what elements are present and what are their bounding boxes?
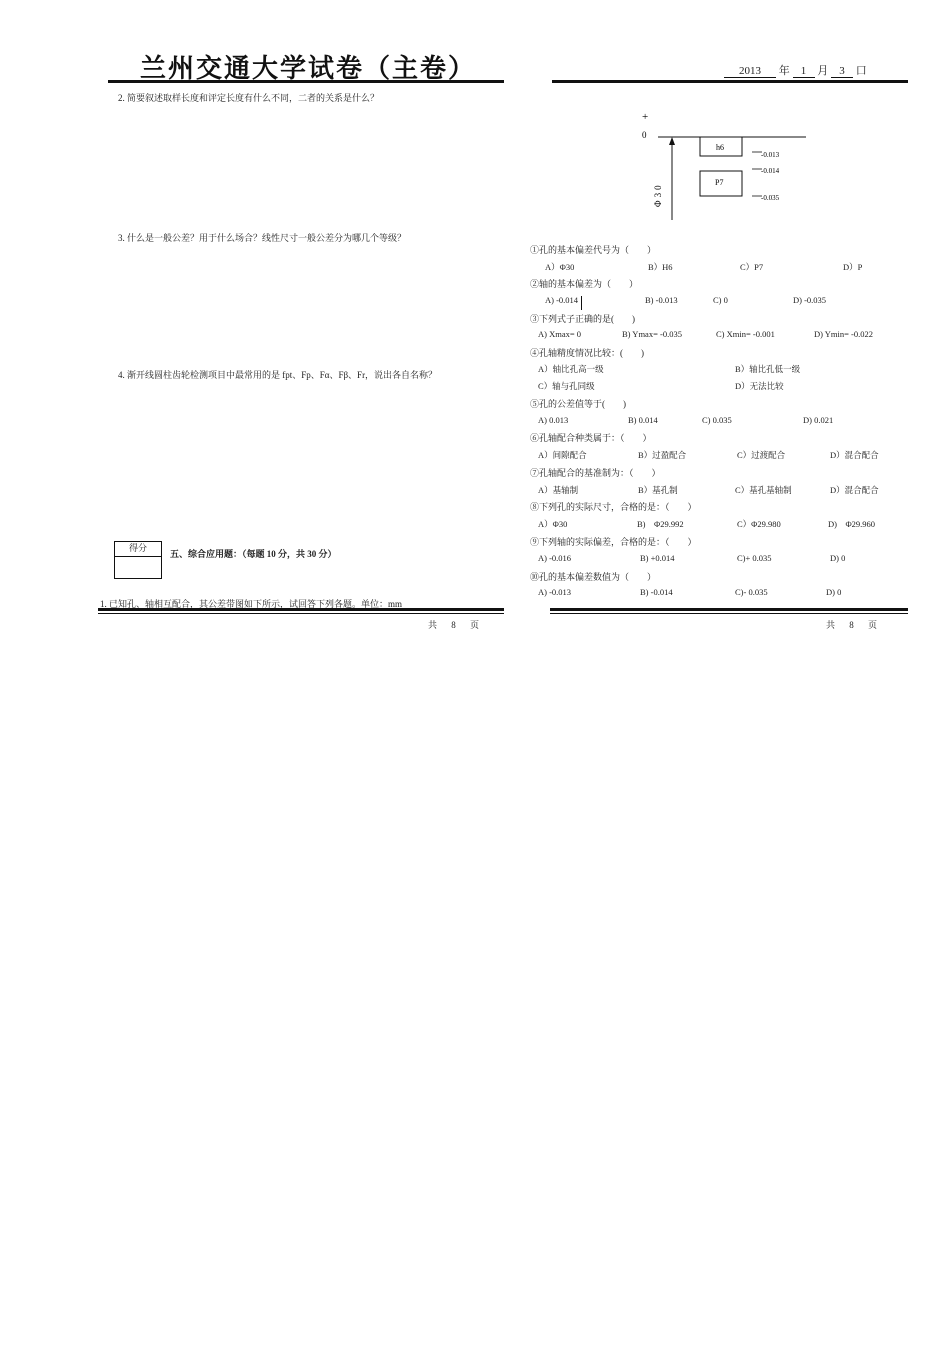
mc-question-8: ⑧下列孔的实际尺寸，合格的是：（ ）: [530, 502, 697, 512]
date-year: 2013: [724, 65, 776, 78]
mc-question-2: ②轴的基本偏差为（ ）: [530, 279, 639, 289]
mc-option: C) Xmin= -0.001: [716, 329, 775, 339]
mc-option: D）无法比较: [735, 381, 784, 391]
question-3: 3. 什么是一般公差？用于什么场合？线性尺寸一般公差分为哪几个等级？: [118, 233, 407, 243]
mc-question-4: ④孔轴精度情况比较：( ): [530, 348, 644, 358]
mc-option: D）混合配合: [830, 450, 879, 460]
mc-option: C)- 0.035: [735, 587, 768, 597]
mc-option: A）轴比孔高一级: [538, 364, 604, 374]
mc-option: B）H6: [648, 262, 673, 272]
mc-option: C）轴与孔同级: [538, 381, 595, 391]
size-arrow-head: [669, 137, 675, 145]
header-rule-left: [108, 80, 504, 83]
mc-option: C)+ 0.035: [737, 553, 772, 563]
mc-option: B）轴比孔低一级: [735, 364, 801, 374]
mc-option: A）间隙配合: [538, 450, 587, 460]
mc-option: C）基孔基轴制: [735, 485, 792, 495]
tolerance-zone-diagram: [630, 105, 820, 230]
mc-question-5: ⑤孔的公差值等于( ): [530, 399, 626, 409]
question-2: 2. 简要叙述取样长度和评定长度有什么不同，二者的关系是什么？: [118, 93, 380, 103]
mc-option: D）P: [843, 262, 863, 272]
date-day: 3: [831, 65, 853, 78]
page-count-right: 共 8 页: [826, 620, 884, 630]
score-label: 得分: [115, 542, 161, 557]
mc-question-3: ③下列式子正确的是( ): [530, 314, 635, 324]
mc-option: B）过盈配合: [638, 450, 687, 460]
page-count-left: 共 8 页: [428, 620, 486, 630]
mc-option: A) 0.013: [538, 415, 569, 425]
mc-option: B) -0.014: [640, 587, 673, 597]
mc-option: C）Φ29.980: [737, 519, 781, 529]
diagram-zero-label: 0: [642, 130, 647, 140]
date-month: 1: [793, 65, 815, 78]
diagram-plus-sign: +: [642, 111, 649, 123]
footer-rule-right: [550, 608, 908, 611]
footer-rule-left: [98, 608, 504, 611]
mc-option: B) Ymax= -0.035: [622, 329, 682, 339]
mc-option: A）Φ30: [545, 262, 575, 272]
mc-option: D) Ymin= -0.022: [814, 329, 874, 339]
mc-option: B) Φ29.992: [637, 519, 684, 529]
mc-option: A) -0.016: [538, 553, 572, 563]
mc-option: D) 0: [826, 587, 842, 597]
text-cursor-mark: [581, 296, 582, 310]
exam-title: 兰州交通大学试卷（主卷）: [140, 54, 477, 84]
mc-question-10: ⑩孔的基本偏差数值为（ ）: [530, 572, 657, 582]
header-rule-right: [552, 80, 908, 83]
mc-question-9: ⑨下列轴的实际偏差，合格的是：（ ）: [530, 537, 697, 547]
exam-date: [724, 62, 867, 78]
mc-option: B) 0.014: [628, 415, 658, 425]
mc-option: B) +0.014: [640, 553, 675, 563]
date-year-unit: 年: [778, 65, 790, 77]
mc-option: D）混合配合: [830, 485, 879, 495]
shaft-zone-label: h6: [716, 143, 724, 152]
mc-option: A) -0.014: [545, 295, 579, 305]
footer-rule-left-thin: [98, 613, 504, 614]
mc-option: D) 0.021: [803, 415, 834, 425]
score-box: [114, 541, 162, 579]
footer-rule-right-thin: [550, 613, 908, 614]
date-month-unit: 月: [817, 65, 829, 77]
mc-option: C) 0: [713, 295, 728, 305]
application-question-1: 1. 已知孔、轴相互配合，其公差带图如下所示，试回答下列各题。单位：mm: [100, 599, 403, 609]
mc-option: A）Φ30: [538, 519, 568, 529]
mc-option: D) 0: [830, 553, 846, 563]
section-5-heading: 五、综合应用题：（每题 10 分，共 30 分）: [170, 549, 337, 559]
mc-option: A) -0.013: [538, 587, 572, 597]
mc-option: C）P7: [740, 262, 764, 272]
mc-question-7: ⑦孔轴配合的基准制为：（ ）: [530, 468, 661, 478]
question-4: 4. 渐开线圆柱齿轮检测项目中最常用的是 fpt、Fp、Fα、Fβ、Fr，说出各自名称？: [118, 370, 438, 380]
diameter-label: Φ30: [653, 182, 663, 207]
date-day-unit: 口: [855, 65, 867, 77]
deviation-013: -0.013: [761, 151, 780, 159]
mc-question-6: ⑥孔轴配合种类属于：（ ）: [530, 433, 652, 443]
deviation-035: -0.035: [761, 194, 780, 202]
mc-option: D) Φ29.960: [828, 519, 876, 529]
mc-option: A）基轴制: [538, 485, 579, 495]
hole-zone-label: P7: [715, 178, 724, 187]
mc-option: B）基孔制: [638, 485, 678, 495]
mc-option: A) Xmax= 0: [538, 329, 582, 339]
mc-option: B) -0.013: [645, 295, 678, 305]
mc-option: C) 0.035: [702, 415, 732, 425]
mc-option: C）过渡配合: [737, 450, 786, 460]
deviation-014: -0.014: [761, 167, 780, 175]
mc-question-1: ①孔的基本偏差代号为（ ）: [530, 245, 657, 255]
mc-option: D) -0.035: [793, 295, 827, 305]
